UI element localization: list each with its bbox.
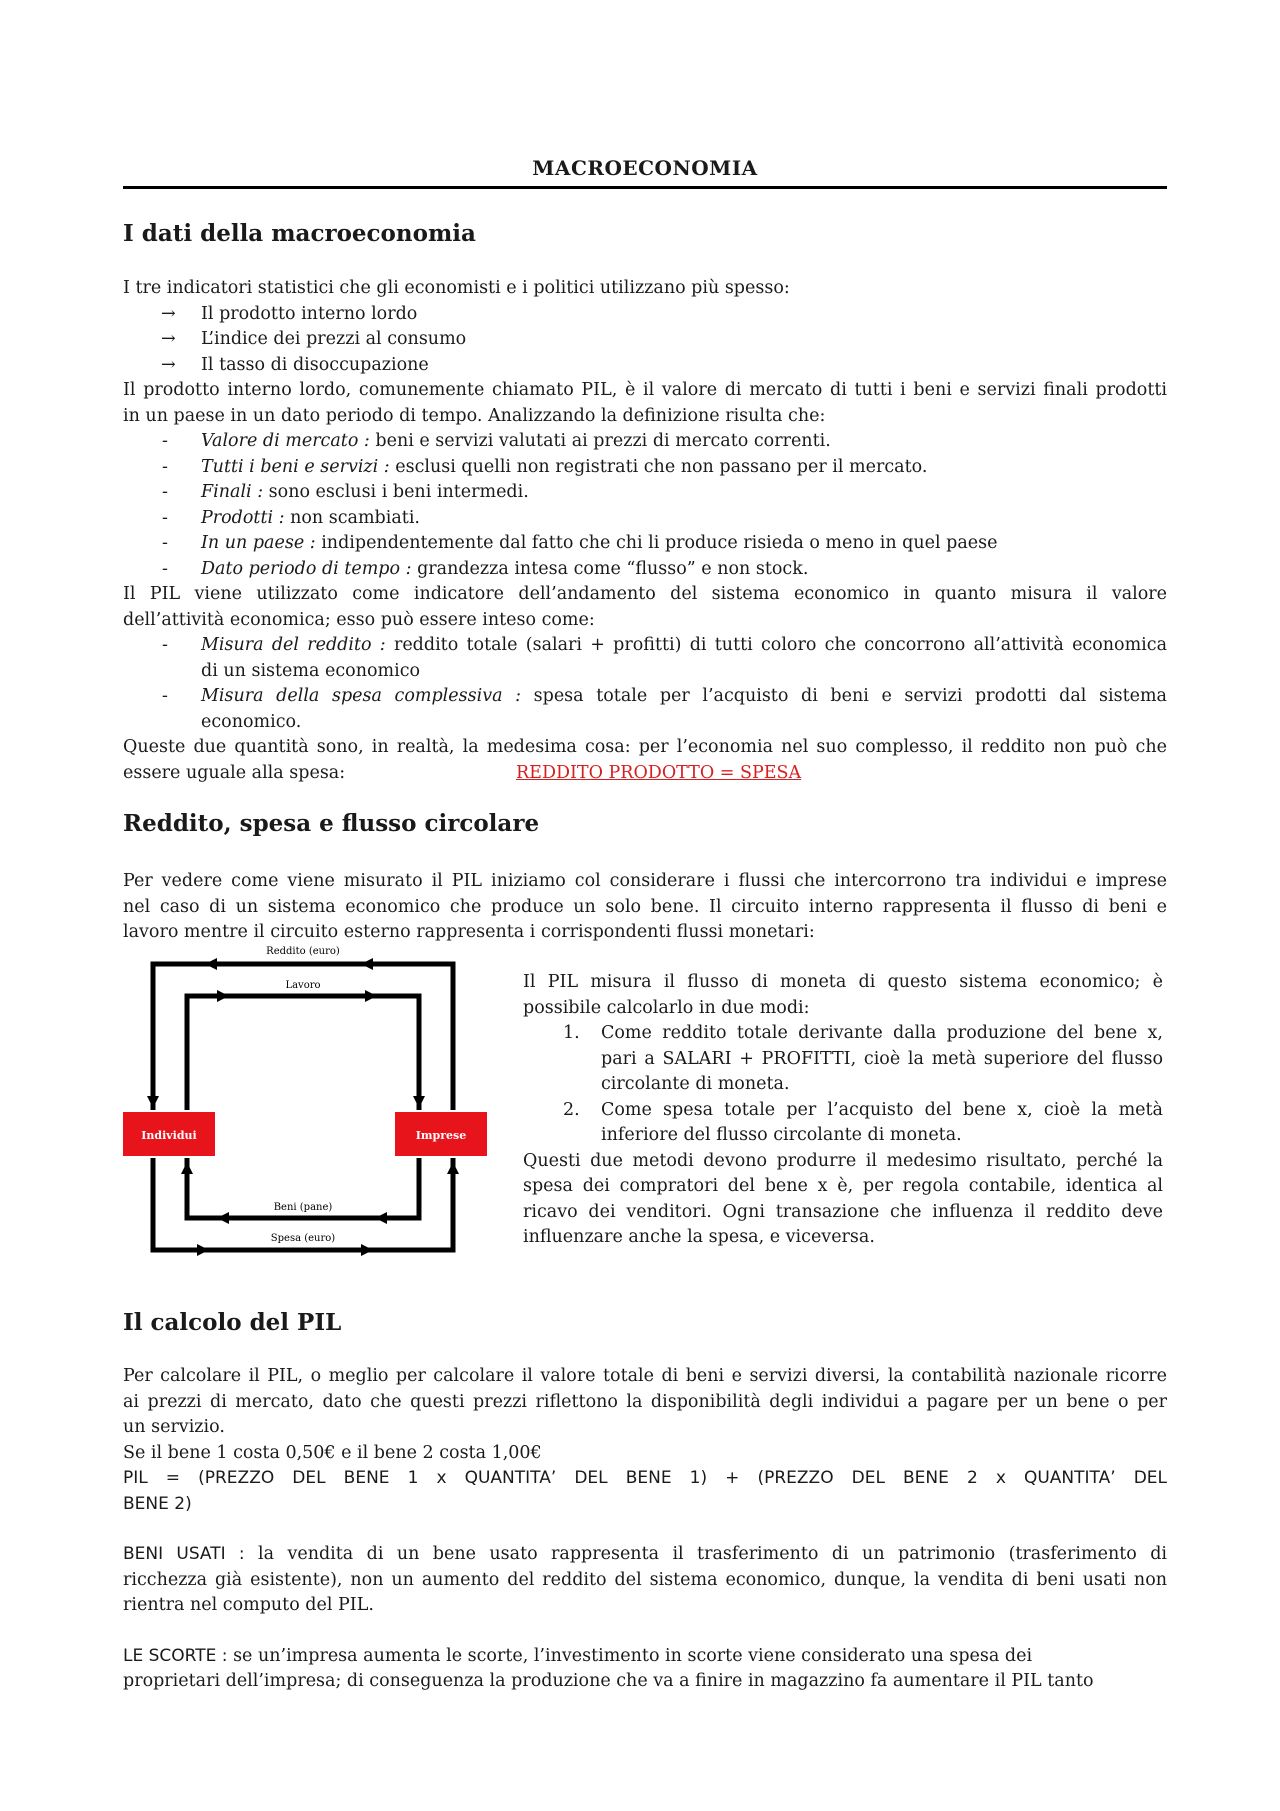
indicators-intro: I tre indicatori statistici che gli economisti e i politici utilizzano più spesso: <box>123 278 790 298</box>
label-spesa: Spesa (euro) <box>270 1233 336 1244</box>
arrow-right-icon <box>197 1244 209 1256</box>
title-underline <box>123 186 1167 189</box>
arrow-left-icon <box>375 1212 387 1224</box>
equality-line: essere uguale alla spesa: REDDITO PRODOTTO = SPESA <box>123 761 1167 787</box>
arrow-left-icon <box>205 958 217 970</box>
pil-measure-text: Il PIL misura il flusso di moneta di questo sistema economico; è possibile calcolarlo in due modi: 1. Come reddito totale derivante dalla produzione del bene x, pari a SALARI + PROFITTI, cioè la metà superiore del flusso circolante di moneta. 2. Come spesa totale per l’acquisto del bene x, cioè la metà inferiore del flusso circolante di moneta. Questi due metodi devono produrre il medesimo risultato, perché la spesa dei compratori del bene x è, per regola contabile, identica al ricavo dei venditori. Ogni transazione che influenza il reddito deve influenzare anche la spesa, e viceversa. <box>523 972 1163 1247</box>
list-item: - Finali : sono esclusi i beni intermedi. <box>162 482 529 502</box>
list-item: - Tutti i beni e servizi : esclusi quelli non registrati che non passano per il mercato. <box>162 456 928 477</box>
list-item: → Il tasso di disoccupazione <box>123 353 1167 379</box>
list-item: - Misura della spesa complessiva : spesa totale per l’acquisto di beni e servizi prodotti dal sistema economico. <box>162 686 1167 732</box>
pil-definition-line: in un paese in un dato periodo di tempo. Analizzando la definizione risulta che: <box>123 405 826 426</box>
arrow-up-icon <box>181 1162 193 1174</box>
list-item: → Il prodotto interno lordo <box>123 302 1167 328</box>
arrow-left-icon <box>217 1212 229 1224</box>
pil-formula: PIL = (PREZZO DEL BENE 1 x QUANTITA’ DEL BENE 1) + (PREZZO DEL BENE 2 x QUANTITA’ DEL <box>123 1468 1167 1488</box>
section-heading-calcolo: Il calcolo del PIL <box>123 1309 342 1336</box>
label-reddito: Reddito (euro) <box>266 946 340 957</box>
arrow-right-icon <box>217 990 229 1002</box>
list-item: 2. Come spesa totale per l’acquisto del bene x, cioè la metà inferiore del flusso circolante di moneta. <box>563 1099 1163 1145</box>
imprese-label: Imprese <box>415 1129 467 1142</box>
document-title: MACROECONOMIA <box>532 156 758 180</box>
arrow-up-icon <box>447 1162 459 1174</box>
arrow-right-icon <box>365 990 377 1002</box>
equality-formula: REDDITO PRODOTTO = SPESA <box>516 762 802 783</box>
inner-flow-line <box>187 996 419 1110</box>
circular-flow-svg <box>123 940 493 1260</box>
arrow-left-icon <box>361 958 373 970</box>
arrow-down-icon <box>147 1096 159 1108</box>
arrow-right-icon <box>361 1244 373 1256</box>
list-item: - Dato periodo di tempo : grandezza intesa come “flusso” e non stock. <box>162 558 809 579</box>
arrow-down-icon <box>413 1096 425 1108</box>
circular-flow-diagram <box>123 940 493 1260</box>
pil-definition-line: Il prodotto interno lordo, comunemente chiamato PIL, è il valore di mercato di tutti i beni e servizi finali prodotti <box>123 380 1167 400</box>
used-goods-paragraph: BENI USATI : la vendita di un bene usato rappresenta il trasferimento di un patrimonio (trasferimento di <box>123 1544 1167 1564</box>
section-heading-dati: I dati della macroeconomia <box>123 220 476 247</box>
label-lavoro: Lavoro <box>285 980 321 991</box>
list-item: → L’indice dei prezzi al consumo <box>123 327 1167 353</box>
list-item: - Prodotti : non scambiati. <box>162 507 420 528</box>
list-item: - In un paese : indipendentemente dal fatto che chi li produce risieda o meno in quel paese <box>162 533 998 553</box>
inventory-paragraph: LE SCORTE : se un’impresa aumenta le scorte, l’investimento in scorte viene considerato una spesa dei <box>123 1645 1033 1666</box>
pil-usage-line: dell’attività economica; esso può essere inteso come: <box>123 609 595 630</box>
list-item: - Valore di mercato : beni e servizi valutati ai prezzi di mercato correnti. <box>162 431 831 451</box>
section-dati-body <box>123 276 1167 786</box>
label-beni: Beni (pane) <box>273 1202 333 1213</box>
arrow-icon: → <box>161 329 176 349</box>
section-flusso-body: Per vedere come viene misurato il PIL iniziamo col considerare i flussi che intercorrono tra individui e imprese nel caso di un sistema economico che produce un solo bene. Il circuito interno rappresenta il flusso di beni e lavoro mentre il circuito esterno rappresenta i corrispondenti flussi monetari: <box>123 871 1167 942</box>
section-heading-flusso: Reddito, spesa e flusso circolare <box>123 810 540 837</box>
equality-line: Queste due quantità sono, in realtà, la medesima cosa: per l’economia nel suo complesso, il reddito non può che <box>123 737 1167 757</box>
price-example: Se il bene 1 costa 0,50€ e il bene 2 costa 1,00€ <box>123 1442 542 1463</box>
arrow-icon: → <box>161 303 176 324</box>
section-calcolo-body: Per calcolare il PIL, o meglio per calcolare il valore totale di beni e servizi diversi, la contabilità nazionale ricorre ai prezzi di mercato, dato che questi prezzi riflettono la disponibilità degli individui a pagare per un bene o per un servizio. Se il bene 1 costa 0,50€ e il bene 2 costa 1,00€ PIL = (PREZZO DEL BENE 1 x QUANTITA’ DEL BENE 1) + (PREZZO DEL BENE 2 x QUANTITA’ DEL BENE 2) BENI USATI : la vendita di un bene usato rappresenta il trasferimento di un patrimonio (trasferimento di ricchezza già esistente), non un aumento del reddito del sistema economico, dunque, la vendita di beni usati non rientra nel computo del PIL. LE SCORTE : se un’impresa aumenta le scorte, l’investimento in scorte viene considerato una spesa dei proprietari dell’impresa; di conseguenza la produzione che va a finire in magazzino fa aumentare il PIL tanto <box>123 1366 1167 1691</box>
individui-label: Individui <box>141 1129 197 1142</box>
pil-usage-line: Il PIL viene utilizzato come indicatore dell’andamento del sistema economico in quanto misura il valore <box>123 584 1167 604</box>
arrow-icon: → <box>161 354 176 375</box>
list-item: - Misura del reddito : reddito totale (salari + profitti) di tutti coloro che concorrono all’attività economica di un sistema economico <box>162 635 1168 681</box>
list-item: 1. Come reddito totale derivante dalla produzione del bene x, pari a SALARI + PROFITTI, cioè la metà superiore del flusso circolante di moneta. <box>563 1023 1163 1094</box>
